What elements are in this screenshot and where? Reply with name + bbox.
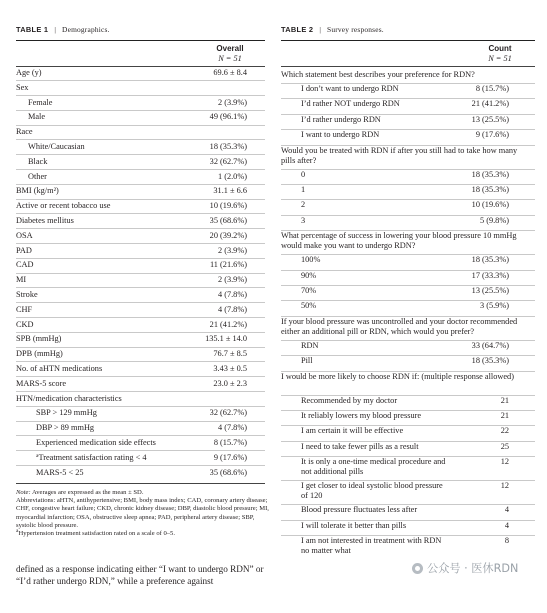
row-label-text: White/Caucasian <box>28 142 85 151</box>
row-label-text: Race <box>16 127 33 137</box>
answer-count: 25 <box>500 441 509 451</box>
answer-label: 1 <box>301 185 306 194</box>
row-label <box>28 172 47 182</box>
row-value: 20 (39.2%) <box>209 230 247 240</box>
row-label <box>36 408 97 418</box>
answer-count: 3 (5.9%) <box>479 301 509 311</box>
question-text: If your blood pressure was uncontrolled and your doctor recommended either an additional pill or RDN, which would you prefer? <box>281 316 518 336</box>
row-label-text: BMI (kg/m²) <box>16 186 59 196</box>
answer-label: 100% <box>301 255 321 265</box>
row-label-text: Male <box>28 112 46 122</box>
row-divider <box>16 110 265 111</box>
answer-label: It is only a one-time medical procedure and not additional pills <box>301 457 446 477</box>
row-label <box>28 98 52 108</box>
answer-label: Pill <box>301 356 313 366</box>
row-divider <box>16 95 265 96</box>
row-label-text: PAD <box>16 245 32 255</box>
question-text: Which statement best describes your preference for RDN? <box>281 70 475 79</box>
row-divider <box>16 376 265 377</box>
row-divider <box>16 154 265 155</box>
table1-bottom-rule <box>16 483 265 484</box>
row-divider <box>16 243 265 244</box>
row-label <box>16 231 33 241</box>
row-divider <box>16 213 265 214</box>
row-label <box>16 83 28 93</box>
row-label <box>16 305 32 315</box>
row-label-text: Other <box>28 171 47 181</box>
row-label-text: DPB (mmHg) <box>16 349 63 359</box>
watermark: 公众号 · 医休RDN <box>412 560 518 576</box>
row-divider <box>16 184 265 185</box>
row-divider <box>16 450 265 451</box>
row-label-text: CKD <box>16 319 34 329</box>
row-value: 32 (62.7%) <box>209 156 247 166</box>
row-label <box>36 423 94 433</box>
table2-title: TABLE 2 | Survey responses. <box>281 25 384 34</box>
answer-count: 21 <box>500 411 509 420</box>
answer-count: 13 (25.5%) <box>471 114 509 124</box>
table1-column-header: Overall N = 51 <box>216 44 244 63</box>
answer-label: RDN <box>301 340 319 350</box>
answer-label: 70% <box>301 286 317 295</box>
row-label <box>16 260 34 270</box>
row-label <box>36 438 156 448</box>
row-value: 21 (41.2%) <box>209 319 247 329</box>
table1-header-rule <box>16 66 265 67</box>
row-value: 4 (7.8%) <box>217 290 247 299</box>
row-divider <box>16 228 265 229</box>
answer-count: 18 (35.3%) <box>471 185 509 194</box>
row-value: 8 (15.7%) <box>213 438 247 447</box>
row-divider <box>16 169 265 170</box>
row-label <box>36 468 84 478</box>
row-value: 2 (3.9%) <box>217 97 247 107</box>
answer-label: Blood pressure fluctuates less after <box>301 505 418 515</box>
question-text: Would you be treated with RDN if after you still had to take how many pills after? <box>281 145 518 165</box>
row-label <box>16 246 32 256</box>
row-label <box>16 290 38 300</box>
row-label-text: Treatment satisfaction rating < 4 <box>38 452 147 462</box>
answer-label: I don’t want to undergo RDN <box>301 84 399 93</box>
row-divider <box>16 361 265 362</box>
row-label-text: Sex <box>16 82 29 92</box>
table2-header-rule <box>281 66 535 67</box>
row-divider <box>16 435 265 436</box>
answer-label: It reliably lowers my blood pressure <box>301 411 422 420</box>
row-value: 18 (35.3%) <box>209 142 247 151</box>
row-label-text: DBP > 89 mmHg <box>36 423 95 433</box>
row-value: 23.0 ± 2.3 <box>213 378 247 388</box>
row-divider <box>16 421 265 422</box>
row-label-text: MARS-5 score <box>16 378 67 388</box>
row-label <box>16 127 33 137</box>
row-value: 10 (19.6%) <box>209 201 247 211</box>
table2-column-header: Count N = 51 <box>488 44 512 63</box>
row-divider <box>16 302 265 303</box>
question-text: I would be more likely to choose RDN if: (multiple response allowed) <box>281 371 514 381</box>
answer-count: 21 <box>500 395 509 405</box>
row-divider <box>16 273 265 274</box>
question-text: What percentage of success in lowering your blood pressure 10 mmHg would make you want to undergo RDN? <box>281 231 517 251</box>
row-label-text: Diabetes mellitus <box>16 216 74 225</box>
answer-label: I will tolerate it better than pills <box>301 520 407 530</box>
row-label-text: SBP > 129 mmHg <box>36 408 97 418</box>
row-label-text: Experienced medication side effects <box>36 438 156 447</box>
answer-label: I want to undergo RDN <box>301 130 380 140</box>
row-value: 1 (2.0%) <box>217 171 247 181</box>
table1-top-rule <box>16 40 265 41</box>
row-label-text: Stroke <box>16 290 38 299</box>
row-value: 49 (96.1%) <box>209 112 247 122</box>
row-divider <box>16 332 265 333</box>
row-value: 2 (3.9%) <box>217 275 247 285</box>
row-label <box>16 216 74 226</box>
row-label <box>16 275 26 285</box>
wechat-icon <box>412 563 423 574</box>
row-divider <box>16 406 265 407</box>
row-label <box>16 320 34 330</box>
answer-label: I’d rather undergo RDN <box>301 114 381 124</box>
row-value: 11 (21.6%) <box>209 260 247 270</box>
row-divider <box>16 199 265 200</box>
answer-count: 4 <box>504 505 509 515</box>
row-label <box>28 157 47 167</box>
answer-count: 18 (35.3%) <box>471 169 509 179</box>
footnote-marker: a <box>36 452 39 459</box>
row-label-text: Age (y) <box>16 68 42 77</box>
row-label-text: CHF <box>16 304 33 314</box>
answer-count: 18 (35.3%) <box>471 255 509 265</box>
row-value: 35 (68.6%) <box>209 216 247 225</box>
row-label-text: MI <box>16 275 27 285</box>
row-divider <box>16 391 265 392</box>
row-label <box>16 349 63 359</box>
body-paragraph: defined as a response indicating either “I want to undergo RDN” or “I’d rather undergo RDN,” while a preference against <box>16 564 264 587</box>
row-label <box>16 334 61 344</box>
row-value: 3.43 ± 0.5 <box>213 364 247 373</box>
row-divider <box>16 287 265 288</box>
row-value: 135.1 ± 14.0 <box>205 334 247 344</box>
answer-count: 21 (41.2%) <box>471 99 509 109</box>
row-label <box>16 68 42 78</box>
answer-label: 3 <box>301 215 306 225</box>
table1-notes: Note: Averages are expressed as the mean ± SD. Abbreviations: aHTN, antihypertensive; BMI, body mass index; CAD, coronary artery disease; CHF, congestive heart failure; CKD, chronic kidney disease; DBP, diastolic blood pressure; MI, myocardial infarction; OSA, obstructive sleep apnea; PAD, peripheral artery disease; SBP, systolic blood pressure. $^a$Hypertension treatment satisfaction rated on a scale of 0–5. <box>16 489 269 538</box>
answer-label: I am not interested in treatment with RDN no matter what <box>301 536 442 555</box>
answer-label: I get closer to ideal systolic blood pressure of 120 <box>301 481 443 501</box>
row-label-text: CAD <box>16 260 34 270</box>
answer-label: 2 <box>301 200 306 210</box>
row-value: 4 (7.8%) <box>217 423 247 433</box>
row-value: 69.6 ± 8.4 <box>213 68 247 77</box>
answer-count: 22 <box>500 426 509 436</box>
row-label <box>28 142 85 152</box>
row-value: 35 (68.6%) <box>209 467 247 477</box>
answer-label: I’d rather NOT undergo RDN <box>301 99 400 109</box>
row-value: 32 (62.7%) <box>209 408 247 418</box>
row-value: 31.1 ± 6.6 <box>213 186 247 196</box>
row-label-text: Active or recent tobacco use <box>16 201 111 211</box>
row-label <box>16 186 59 196</box>
row-value: 76.7 ± 8.5 <box>213 349 247 359</box>
row-label-text: OSA <box>16 230 33 240</box>
row-value: 4 (7.8%) <box>217 304 247 314</box>
abbreviations: Abbreviations: aHTN, antihypertensive; BMI, body mass index; CAD, coronary artery disease; CHF, congestive heart failure; CKD, chronic kidney disease; DBP, diastolic blood pressure; MI, myocardial infarction; OSA, obstructive sleep apnea; PAD, peripheral artery disease; SBP, systolic blood pressure. <box>16 497 269 529</box>
row-label-text: Black <box>28 156 48 166</box>
answer-count: 18 (35.3%) <box>471 356 509 366</box>
answer-label: I am certain it will be effective <box>301 426 404 436</box>
answer-label: 0 <box>301 169 306 179</box>
row-label-text: MARS-5 < 25 <box>36 467 84 477</box>
table2-top-rule <box>281 40 535 41</box>
row-divider <box>16 317 265 318</box>
answer-count: 17 (33.3%) <box>471 270 509 280</box>
row-label-text: SPB (mmHg) <box>16 334 62 344</box>
table1-title: TABLE 1 | Demographics. <box>16 25 110 34</box>
answer-count: 13 (25.5%) <box>471 286 509 295</box>
row-label-text: No. of aHTN medications <box>16 364 103 373</box>
answer-label: 50% <box>301 301 317 311</box>
answer-count: 9 (17.6%) <box>475 130 509 140</box>
row-divider <box>16 347 265 348</box>
row-divider <box>16 80 265 81</box>
row-label-text: Female <box>28 97 53 107</box>
row-divider <box>16 258 265 259</box>
row-value: 9 (17.6%) <box>213 452 247 462</box>
answer-count: 33 (64.7%) <box>471 340 509 350</box>
row-label <box>36 453 147 463</box>
answer-count: 12 <box>500 457 509 467</box>
answer-label: I need to take fewer pills as a result <box>301 441 419 451</box>
answer-count: 4 <box>504 520 509 530</box>
answer-count: 8 (15.7%) <box>475 84 509 93</box>
row-label <box>16 394 122 404</box>
row-label <box>16 379 66 389</box>
row-value: 2 (3.9%) <box>217 245 247 255</box>
row-divider <box>16 465 265 466</box>
answer-count: 8 <box>504 536 509 545</box>
row-label <box>28 112 45 122</box>
row-divider <box>16 125 265 126</box>
row-divider <box>16 139 265 140</box>
answer-count: 12 <box>500 481 509 491</box>
row-label-text: HTN/medication characteristics <box>16 393 122 403</box>
row-label <box>16 364 102 374</box>
answer-label: 90% <box>301 270 317 280</box>
answer-count: 5 (9.8%) <box>479 215 509 225</box>
row-label <box>16 201 110 211</box>
answer-label: Recommended by my doctor <box>301 395 398 405</box>
answer-count: 10 (19.6%) <box>471 200 509 210</box>
